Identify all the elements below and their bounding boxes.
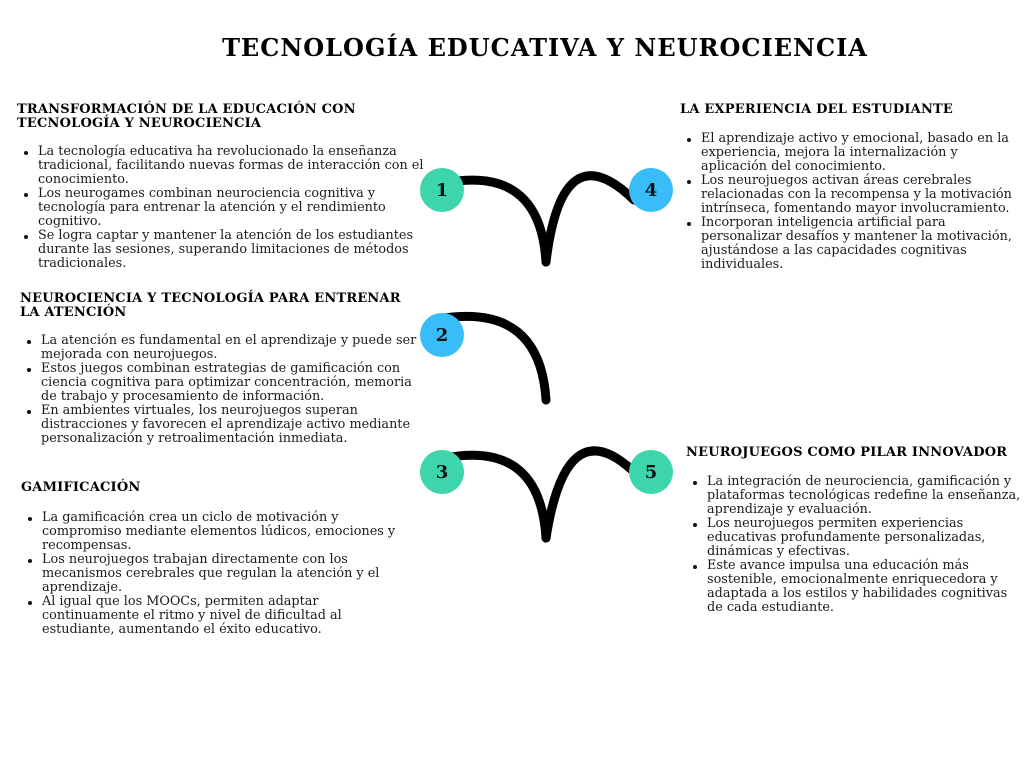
arc-5-connector xyxy=(546,451,632,538)
section-2-heading: NEUROCIENCIA Y TECNOLOGÍA PARA ENTRENAR LA ATENCIÓN xyxy=(20,291,401,320)
node-5-badge: 5 xyxy=(629,450,673,494)
node-2-badge: 2 xyxy=(420,313,464,357)
section-4-list xyxy=(680,132,1015,272)
list-item: Los neurogames combinan neurociencia cognitiva y tecnología para entrenar la atención y el rendimiento cognitivo. xyxy=(38,187,427,229)
section-3-heading: GAMIFICACIÓN xyxy=(21,480,141,495)
list-item: Los neurojuegos activan áreas cerebrales relacionadas con la recompensa y la motivación intrínseca, fomentando mayor involucramiento. xyxy=(701,174,1015,216)
section-1-list xyxy=(17,145,427,271)
list-item: La gamificación crea un ciclo de motivación y compromiso mediante elementos lúdicos, emociones y recompensas. xyxy=(42,511,406,553)
section-4-heading: LA EXPERIENCIA DEL ESTUDIANTE xyxy=(680,102,954,117)
list-item: Se logra captar y mantener la atención de los estudiantes durante las sesiones, superando limitaciones de métodos tradicionales. xyxy=(38,229,427,271)
list-item: La tecnología educativa ha revolucionado la enseñanza tradicional, facilitando nuevas formas de interacción con el conocimiento. xyxy=(38,145,427,187)
node-4-badge: 4 xyxy=(629,168,673,212)
list-item: El aprendizaje activo y emocional, basado en la experiencia, mejora la internalización y aplicación del conocimiento. xyxy=(701,132,1015,174)
list-item: Al igual que los MOOCs, permiten adaptar continuamente el ritmo y nivel de dificultad al estudiante, aumentando el éxito educativo. xyxy=(42,595,406,637)
section-3 xyxy=(21,481,406,637)
section-5-heading: NEUROJUEGOS COMO PILAR INNOVADOR xyxy=(686,445,1008,460)
list-item: En ambientes virtuales, los neurojuegos superan distracciones y favorecen el aprendizaje activo mediante personalización y retroalimentación inmediata. xyxy=(41,404,420,446)
node-3-badge: 3 xyxy=(420,450,464,494)
list-item: Incorporan inteligencia artificial para personalizar desafíos y mantener la motivación, ajustándose a las capacidades cognitivas individuales. xyxy=(701,216,1015,272)
list-item: La integración de neurociencia, gamificación y plataformas tecnológicas redefine la enseñanza, aprendizaje y evaluación. xyxy=(707,474,1021,517)
section-1 xyxy=(17,103,427,271)
list-item: Estos juegos combinan estrategias de gamificación con ciencia cognitiva para optimizar concentración, memoria de trabajo y procesamiento de información. xyxy=(41,362,420,404)
section-5 xyxy=(686,446,1021,615)
section-3-list xyxy=(21,511,406,637)
node-1-badge: 1 xyxy=(420,168,464,212)
page-title: TECNOLOGÍA EDUCATIVA Y NEUROCIENCIA xyxy=(222,33,868,62)
section-2 xyxy=(20,292,420,446)
list-item: Los neurojuegos trabajan directamente con los mecanismos cerebrales que regulan la atención y el aprendizaje. xyxy=(42,553,406,595)
section-2-list xyxy=(20,334,420,446)
section-1-heading: TRANSFORMACIÓN DE LA EDUCACIÓN CON TECNOLOGÍA Y NEUROCIENCIA xyxy=(17,102,356,131)
list-item: Este avance impulsa una educación más sostenible, emocionalmente enriquecedora y adaptada a los estilos y habilidades cognitivas de cada estudiante. xyxy=(707,559,1021,615)
arc-4-connector xyxy=(546,176,634,262)
section-5-list xyxy=(686,475,1021,615)
list-item: La atención es fundamental en el aprendizaje y puede ser mejorada con neurojuegos. xyxy=(41,334,420,362)
list-item: Los neurojuegos permiten experiencias educativas profundamente personalizadas, dinámicas y efectivas. xyxy=(707,517,1021,559)
section-4 xyxy=(680,103,1015,272)
